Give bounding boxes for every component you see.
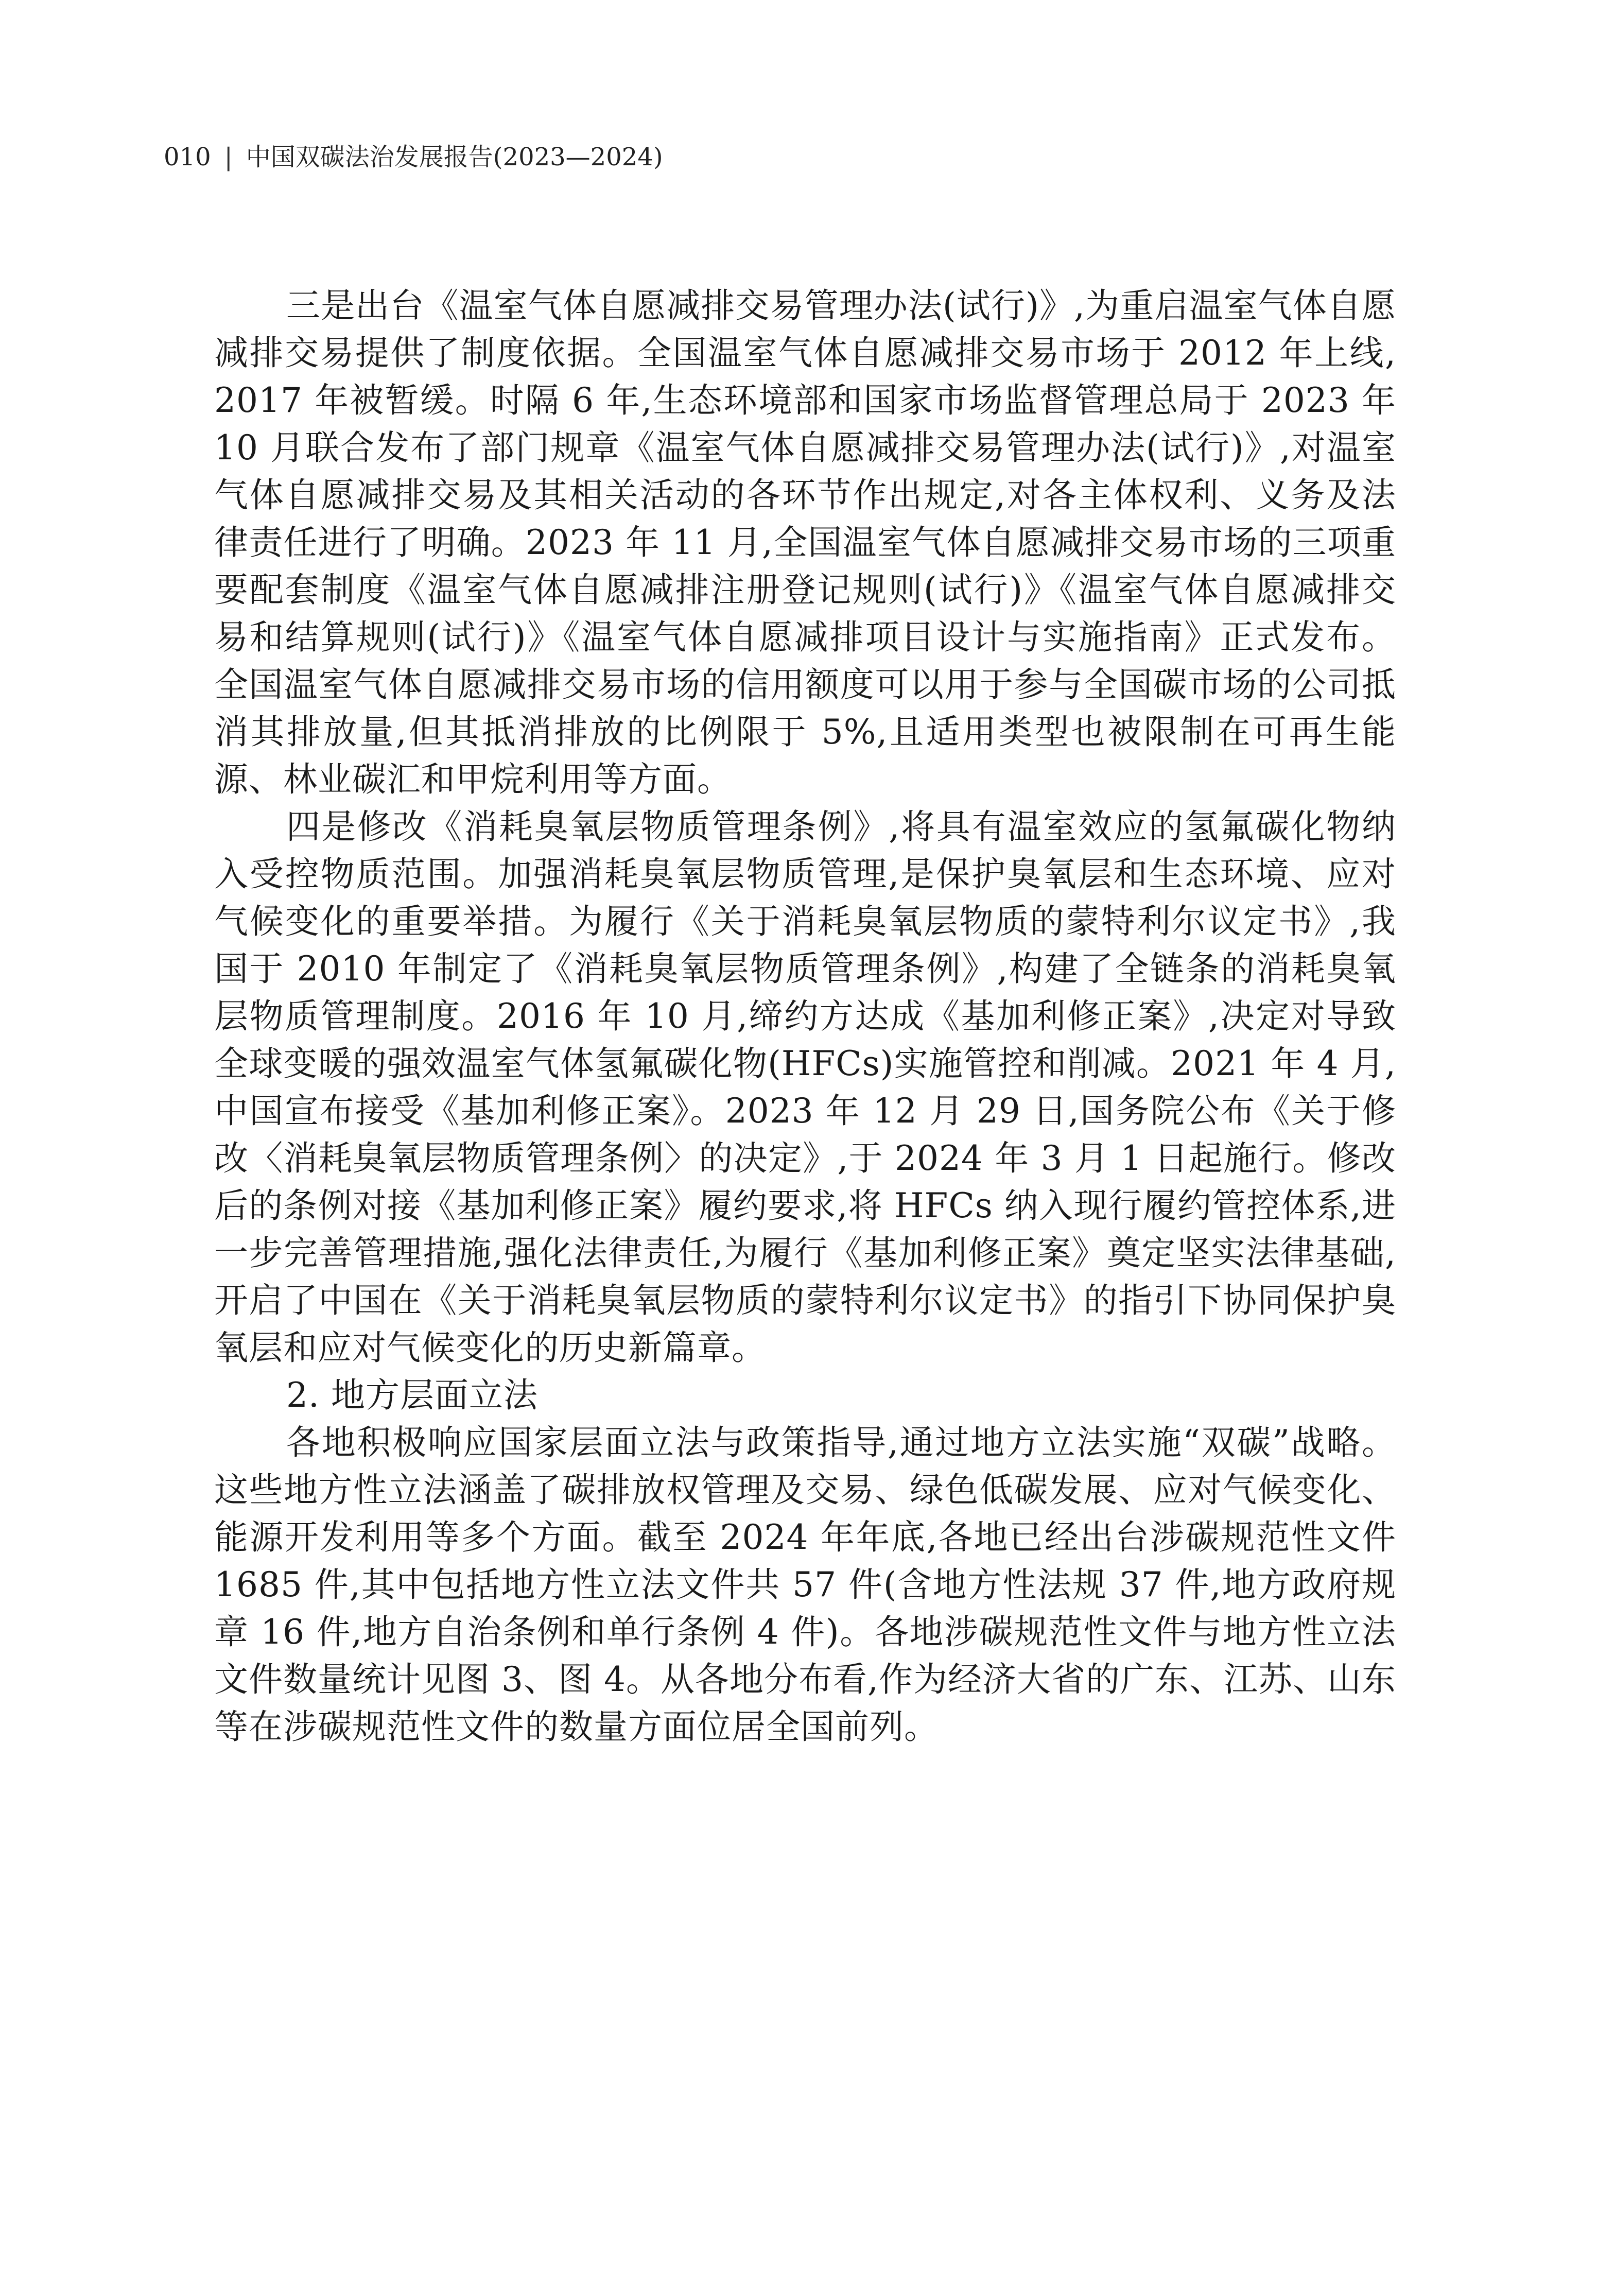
book-title: 中国双碳法治发展报告(2023—2024)	[246, 143, 663, 171]
header-separator: |	[224, 143, 233, 171]
paragraph-emission-reduction-trading: 三是出台《温室气体自愿减排交易管理办法(试行)》,为重启温室气体自愿减排交易提供了制度依据。全国温室气体自愿减排交易市场于 2012 年上线, 2017 年被暂缓。时隔 6 年,生态环境部和国家市场监督管理总局于 2023 年 10 月联合发布了部门规章《温室气体自愿减排交易管理办法(试行)》,对温室气体自愿减排交易及其相关活动的各环节作出规定,对各主体权利、义务及法律责任进行了明确。2023 年 11 月,全国温室气体自愿减排交易市场的三项重要配套制度《温室气体自愿减排注册登记规则(试行)》《温室气体自愿减排交易和结算规则(试行)》《温室气体自愿减排项目设计与实施指南》正式发布。全国温室气体自愿减排交易市场的信用额度可以用于参与全国碳市场的公司抵消其排放量,但其抵消排放的比例限于 5%,且适用类型也被限制在可再生能源、林业碳汇和甲烷利用等方面。	[214, 286, 1396, 799]
running-header	[164, 139, 663, 175]
section-heading-local-legislation: 2. 地方层面立法	[286, 1375, 538, 1415]
body-text	[214, 282, 1396, 1751]
paragraph-local-legislation: 各地积极响应国家层面立法与政策指导,通过地方立法实施“双碳”战略。这些地方性立法涵盖了碳排放权管理及交易、绿色低碳发展、应对气候变化、能源开发利用等多个方面。截至 2024 年年底,各地已经出台涉碳规范性文件 1685 件,其中包括地方性立法文件共 57 件(含地方性法规 37 件,地方政府规章 16 件,地方自治条例和单行条例 4 件)。各地涉碳规范性文件与地方性立法文件数量统计见图 3、图 4。从各地分布看,作为经济大省的广东、江苏、山东等在涉碳规范性文件的数量方面位居全国前列。	[214, 1423, 1396, 1747]
page-number: 010	[164, 143, 211, 171]
paragraph-ozone-regulation: 四是修改《消耗臭氧层物质管理条例》,将具有温室效应的氢氟碳化物纳入受控物质范围。加强消耗臭氧层物质管理,是保护臭氧层和生态环境、应对气候变化的重要举措。为履行《关于消耗臭氧层物质的蒙特利尔议定书》,我国于 2010 年制定了《消耗臭氧层物质管理条例》,构建了全链条的消耗臭氧层物质管理制度。2016 年 10 月,缔约方达成《基加利修正案》,决定对导致全球变暖的强效温室气体氢氟碳化物(HFCs)实施管控和削减。2021 年 4 月,中国宣布接受《基加利修正案》。2023 年 12 月 29 日,国务院公布《关于修改〈消耗臭氧层物质管理条例〉的决定》,于 2024 年 3 月 1 日起施行。修改后的条例对接《基加利修正案》履约要求,将 HFCs 纳入现行履约管控体系,进一步完善管理措施,强化法律责任,为履行《基加利修正案》奠定坚实法律基础,开启了中国在《关于消耗臭氧层物质的蒙特利尔议定书》的指引下协同保护臭氧层和应对气候变化的历史新篇章。	[214, 807, 1396, 1368]
